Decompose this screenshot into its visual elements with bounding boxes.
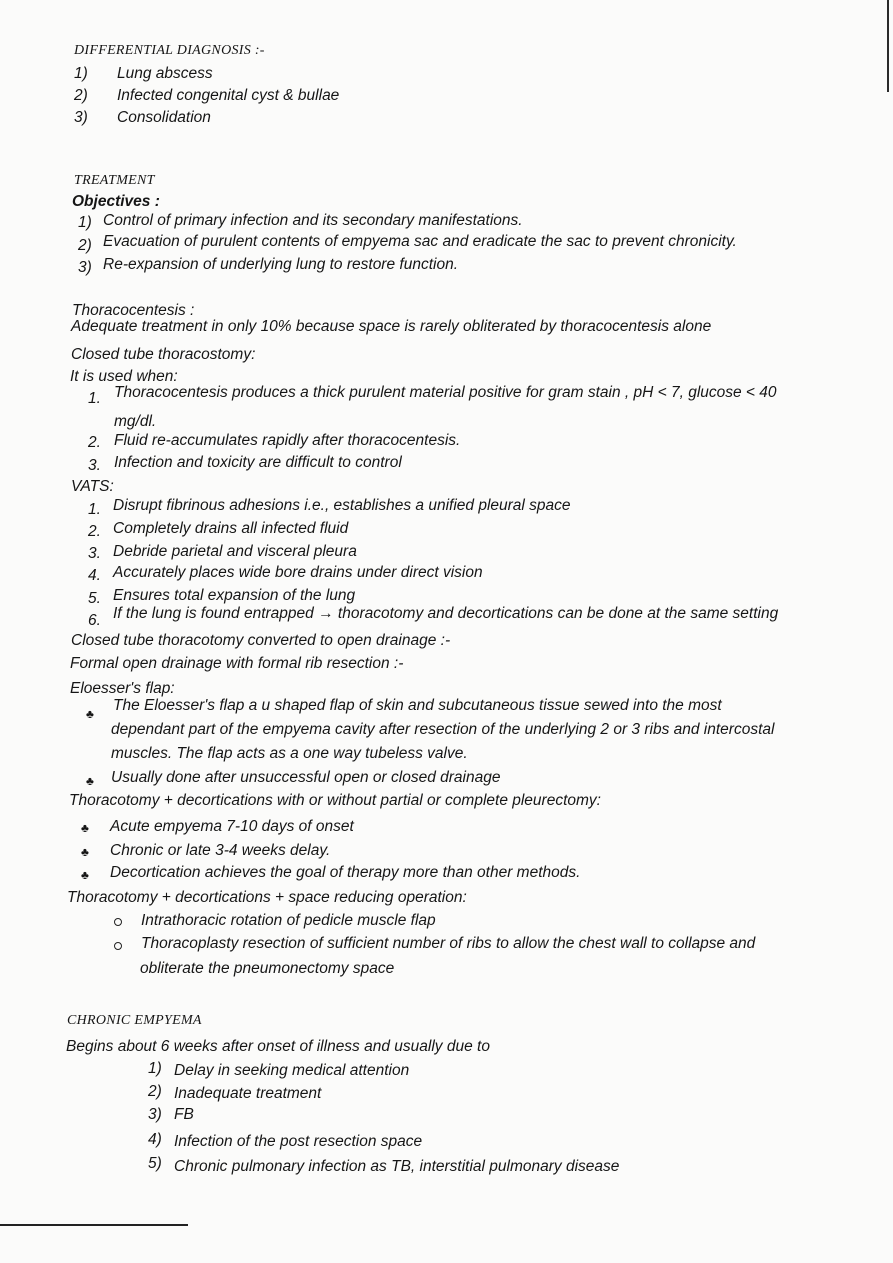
- chronic-num-2: 2): [148, 1083, 162, 1100]
- differential-item-1: Lung abscess: [117, 65, 213, 82]
- objective-num-1: 1): [78, 214, 92, 231]
- vats-item-4: Accurately places wide bore drains under direct vision: [113, 564, 483, 581]
- eloesser-item-1-line-1: The Eloesser's flap a u shaped flap of skin and subcutaneous tissue sewed into the most: [113, 697, 722, 714]
- vats-item-6: If the lung is found entrapped → thoracotomy and decortications can be done at the same setting: [113, 605, 779, 622]
- chronic-num-3: 3): [148, 1106, 162, 1123]
- differential-item-3: Consolidation: [117, 109, 211, 126]
- chronic-item-1: Delay in seeking medical attention: [174, 1062, 410, 1079]
- club-bullet-icon: ♣: [86, 707, 94, 721]
- objective-item-3: Re-expansion of underlying lung to restore function.: [103, 256, 458, 273]
- thoracocentesis-label: Thoracocentesis :: [72, 302, 195, 319]
- closed-tube-label: Closed tube thoracostomy:: [71, 346, 256, 363]
- used-when-item-3: Infection and toxicity are difficult to control: [114, 454, 402, 471]
- club-bullet-icon: ♣: [81, 821, 89, 835]
- formal-open-drainage-label: Formal open drainage with formal rib resection :-: [70, 655, 404, 672]
- objective-num-3: 3): [78, 259, 92, 276]
- chronic-num-1: 1): [148, 1060, 162, 1077]
- club-bullet-icon: ♣: [86, 774, 94, 788]
- differential-num-2: 2): [74, 87, 88, 104]
- used-when-item-2: Fluid re-accumulates rapidly after thoracocentesis.: [114, 432, 461, 449]
- space-reducing-label: Thoracotomy + decortications + space reducing operation:: [67, 889, 467, 906]
- eloesser-item-2: Usually done after unsuccessful open or closed drainage: [111, 769, 501, 786]
- eloesser-label: Eloesser's flap:: [70, 680, 175, 697]
- decortication-label: Thoracotomy + decortications with or without partial or complete pleurectomy:: [69, 792, 601, 809]
- circle-bullet-icon: [114, 942, 122, 950]
- differential-num-1: 1): [74, 65, 88, 82]
- vats-label: VATS:: [71, 478, 114, 495]
- vats-num-2: 2.: [88, 523, 101, 540]
- chronic-item-3: FB: [174, 1106, 194, 1123]
- differential-num-3: 3): [74, 109, 88, 126]
- vats-num-5: 5.: [88, 590, 101, 607]
- scan-edge-line: [887, 0, 889, 92]
- treatment-heading: TREATMENT: [74, 173, 155, 188]
- space-item-2-line-2: obliterate the pneumonectomy space: [140, 960, 395, 977]
- used-when-num-2: 2.: [88, 434, 101, 451]
- objective-item-1: Control of primary infection and its secondary manifestations.: [103, 212, 523, 229]
- club-bullet-icon: ♣: [81, 845, 89, 859]
- space-item-1: Intrathoracic rotation of pedicle muscle flap: [141, 912, 436, 929]
- chronic-num-4: 4): [148, 1131, 162, 1148]
- chronic-heading: CHRONIC EMPYEMA: [67, 1013, 202, 1028]
- used-when-num-1: 1.: [88, 390, 101, 407]
- used-when-num-3: 3.: [88, 457, 101, 474]
- circle-bullet-icon: [114, 918, 122, 926]
- decortication-item-1: Acute empyema 7-10 days of onset: [110, 818, 354, 835]
- chronic-intro: Begins about 6 weeks after onset of illness and usually due to: [66, 1038, 490, 1055]
- differential-item-2: Infected congenital cyst & bullae: [117, 87, 340, 104]
- objectives-label: Objectives :: [72, 193, 160, 210]
- used-when-item-1: Thoracocentesis produces a thick purulent material positive for gram stain , pH < 7, glucose < 40: [114, 384, 777, 401]
- chronic-item-2: Inadequate treatment: [174, 1085, 322, 1102]
- footer-rule: [0, 1224, 188, 1226]
- closed-open-drainage-label: Closed tube thoracotomy converted to open drainage :-: [71, 632, 451, 649]
- vats-item-1: Disrupt fibrinous adhesions i.e., establishes a unified pleural space: [113, 497, 571, 514]
- thoracocentesis-text: Adequate treatment in only 10% because space is rarely obliterated by thoracocentesis alone: [71, 318, 712, 335]
- vats-num-4: 4.: [88, 567, 101, 584]
- decortication-item-2: Chronic or late 3-4 weeks delay.: [110, 842, 331, 859]
- space-item-2-line-1: Thoracoplasty resection of sufficient number of ribs to allow the chest wall to collapse and: [141, 935, 756, 952]
- eloesser-item-1-line-2: dependant part of the empyema cavity after resection of the underlying 2 or 3 ribs and intercostal: [111, 721, 775, 738]
- chronic-item-5: Chronic pulmonary infection as TB, interstitial pulmonary disease: [174, 1158, 620, 1175]
- club-bullet-icon: ♣: [81, 868, 89, 882]
- chronic-item-4: Infection of the post resection space: [174, 1133, 423, 1150]
- used-when-label: It is used when:: [70, 368, 178, 385]
- differential-heading: DIFFERENTIAL DIAGNOSIS :-: [74, 43, 265, 58]
- used-when-item-1-cont: mg/dl.: [114, 413, 157, 430]
- vats-num-1: 1.: [88, 501, 101, 518]
- decortication-item-3: Decortication achieves the goal of therapy more than other methods.: [110, 864, 581, 881]
- vats-num-6: 6.: [88, 612, 101, 629]
- vats-item-3: Debride parietal and visceral pleura: [113, 543, 357, 560]
- vats-num-3: 3.: [88, 545, 101, 562]
- objective-num-2: 2): [78, 237, 92, 254]
- vats-item-5: Ensures total expansion of the lung: [113, 587, 356, 604]
- objective-item-2: Evacuation of purulent contents of empyema sac and eradicate the sac to prevent chronicity.: [103, 233, 737, 250]
- vats-item-2: Completely drains all infected fluid: [113, 520, 349, 537]
- eloesser-item-1-line-3: muscles. The flap acts as a one way tubeless valve.: [111, 745, 468, 762]
- chronic-num-5: 5): [148, 1155, 162, 1172]
